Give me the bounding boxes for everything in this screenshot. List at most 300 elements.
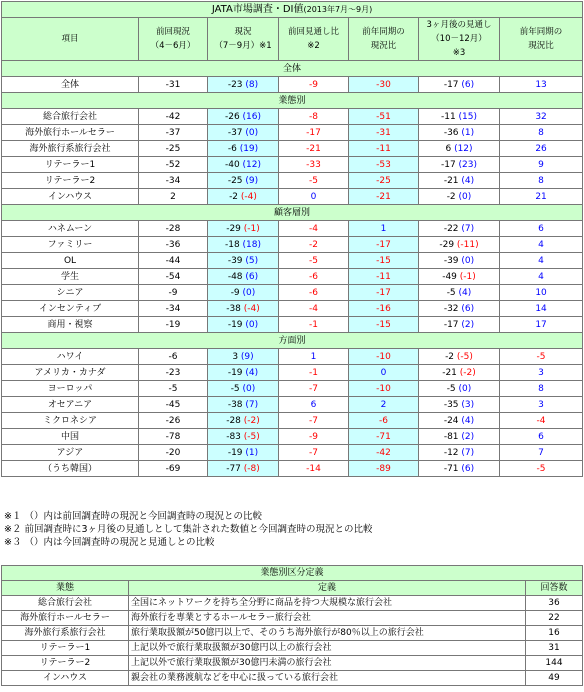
column-header: 3ヶ月後の見通し （10－12月） ※3 <box>419 18 500 61</box>
def-description: 海外旅行を専業とするホールセラー旅行会社 <box>129 611 526 626</box>
current-diff: (0) <box>245 127 259 138</box>
current-diff: (-1) <box>243 223 260 234</box>
row-label: 海外旅行ホールセラー <box>2 125 139 141</box>
row-label: 中国 <box>2 429 139 445</box>
table-row <box>2 413 583 429</box>
row-label: アジア <box>2 445 139 461</box>
row-label: リテーラー2 <box>2 173 139 189</box>
yoy-diff: -17 <box>349 237 419 253</box>
current-value <box>208 253 279 269</box>
outlook-yoy: 8 <box>500 125 583 141</box>
table-row <box>2 189 583 205</box>
table-row <box>2 365 583 381</box>
di-table <box>1 1 583 477</box>
outlook-number: -29 <box>439 239 455 250</box>
definition-row <box>2 596 583 611</box>
outlook-number: -17 <box>443 319 459 330</box>
forecast-diff: -21 <box>279 141 349 157</box>
current-number: -28 <box>226 415 241 426</box>
outlook-yoy: 13 <box>500 77 583 93</box>
row-label: 学生 <box>2 269 139 285</box>
current-diff: (16) <box>242 111 262 122</box>
yoy-diff: -53 <box>349 157 419 173</box>
forecast-diff: 6 <box>279 397 349 413</box>
column-header: 項目 <box>2 18 139 61</box>
outlook-yoy: 4 <box>500 269 583 285</box>
current-diff: (4) <box>245 367 259 378</box>
current-number: -38 <box>227 399 243 410</box>
forecast-diff: -9 <box>279 429 349 445</box>
current-number: -25 <box>227 175 243 186</box>
current-number: -40 <box>224 159 240 170</box>
outlook-diff: (-1) <box>459 271 476 282</box>
outlook-value <box>419 189 500 205</box>
outlook-value <box>419 109 500 125</box>
current-diff: (-4) <box>240 191 257 202</box>
row-label: 総合旅行会社 <box>2 109 139 125</box>
forecast-diff: -33 <box>279 157 349 173</box>
yoy-diff: -30 <box>349 77 419 93</box>
current-value <box>208 301 279 317</box>
current-diff: (6) <box>245 271 259 282</box>
section-row <box>2 333 583 349</box>
table-row <box>2 157 583 173</box>
definition-row <box>2 611 583 626</box>
row-label: 全体 <box>2 77 139 93</box>
outlook-number: -17 <box>443 79 459 90</box>
outlook-diff: (7) <box>461 447 475 458</box>
current-number: 3 <box>232 351 239 362</box>
current-number: -23 <box>227 79 243 90</box>
prev-value: -45 <box>139 397 208 413</box>
current-diff: (18) <box>242 239 262 250</box>
outlook-diff: (1) <box>461 127 475 138</box>
prev-value: -54 <box>139 269 208 285</box>
row-label: シニア <box>2 285 139 301</box>
table-row <box>2 109 583 125</box>
prev-value: -36 <box>139 237 208 253</box>
current-diff: (-4) <box>243 303 260 314</box>
def-count: 31 <box>526 641 583 656</box>
table-row <box>2 173 583 189</box>
def-type-name: 海外旅行系旅行会社 <box>2 626 129 641</box>
yoy-diff: -31 <box>349 125 419 141</box>
outlook-yoy: 6 <box>500 429 583 445</box>
current-number: -19 <box>227 367 243 378</box>
row-label: ヨーロッパ <box>2 381 139 397</box>
footnote-2: ※２ 前回調査時に3ヶ月後の見通しとして集計された数値と今回調査時の現況との比較 <box>4 524 373 535</box>
forecast-diff: -6 <box>279 285 349 301</box>
current-diff: (9) <box>240 351 254 362</box>
prev-value: -28 <box>139 221 208 237</box>
outlook-yoy: -4 <box>500 413 583 429</box>
row-label: 海外旅行系旅行会社 <box>2 141 139 157</box>
header-row <box>2 18 583 61</box>
outlook-number: 6 <box>445 143 452 154</box>
forecast-diff: -1 <box>279 365 349 381</box>
def-count: 22 <box>526 611 583 626</box>
forecast-diff: 0 <box>279 189 349 205</box>
section-title: 顧客層別 <box>2 205 583 221</box>
forecast-diff: -6 <box>279 269 349 285</box>
outlook-diff: (0) <box>461 255 475 266</box>
def-description: 旅行業取扱額が50億円以上で、そのうち海外旅行が80％以上の旅行会社 <box>129 626 526 641</box>
prev-value: 2 <box>139 189 208 205</box>
current-value <box>208 237 279 253</box>
row-label: ミクロネシア <box>2 413 139 429</box>
section-row <box>2 205 583 221</box>
table-row <box>2 269 583 285</box>
table-row <box>2 461 583 477</box>
current-diff: (7) <box>245 399 259 410</box>
outlook-yoy: 10 <box>500 285 583 301</box>
footnote-1: ※１ （）内は前回調査時の現況と今回調査時の現況との比較 <box>4 511 262 522</box>
outlook-diff: (4) <box>458 287 472 298</box>
def-type-name: インハウス <box>2 671 129 686</box>
outlook-diff: (15) <box>458 111 478 122</box>
current-value <box>208 285 279 301</box>
prev-value: -26 <box>139 413 208 429</box>
outlook-yoy: 7 <box>500 445 583 461</box>
def-description: 親会社の業務渡航などを中心に扱っている旅行会社 <box>129 671 526 686</box>
yoy-diff: -42 <box>349 445 419 461</box>
current-value <box>208 157 279 173</box>
outlook-yoy: 21 <box>500 189 583 205</box>
outlook-yoy: 4 <box>500 253 583 269</box>
outlook-value <box>419 253 500 269</box>
yoy-diff: 0 <box>349 365 419 381</box>
yoy-diff: -89 <box>349 461 419 477</box>
outlook-number: -2 <box>446 191 456 202</box>
yoy-diff: 2 <box>349 397 419 413</box>
table-row <box>2 253 583 269</box>
prev-value: -52 <box>139 157 208 173</box>
yoy-diff: -6 <box>349 413 419 429</box>
forecast-diff: -7 <box>279 381 349 397</box>
prev-value: -19 <box>139 317 208 333</box>
outlook-diff: (6) <box>461 463 475 474</box>
current-number: -26 <box>224 111 240 122</box>
outlook-value <box>419 317 500 333</box>
outlook-value <box>419 301 500 317</box>
forecast-diff: -9 <box>279 77 349 93</box>
prev-value: -23 <box>139 365 208 381</box>
yoy-diff: -15 <box>349 317 419 333</box>
prev-value: -34 <box>139 173 208 189</box>
table-row <box>2 349 583 365</box>
column-header: 前回見通し比 ※2 <box>279 18 349 61</box>
def-count: 16 <box>526 626 583 641</box>
column-header: 現況 （7－9月）※1 <box>208 18 279 61</box>
row-label: OL <box>2 253 139 269</box>
outlook-diff: (0) <box>458 383 472 394</box>
table-row <box>2 77 583 93</box>
outlook-number: -24 <box>443 415 459 426</box>
table-row <box>2 381 583 397</box>
def-description: 上記以外で旅行業取扱額が30億円以上の旅行会社 <box>129 641 526 656</box>
row-label: リテーラー1 <box>2 157 139 173</box>
current-diff: (0) <box>242 287 256 298</box>
prev-value: -78 <box>139 429 208 445</box>
outlook-yoy: 8 <box>500 381 583 397</box>
definition-table <box>1 565 583 686</box>
current-value <box>208 77 279 93</box>
def-count: 36 <box>526 596 583 611</box>
outlook-diff: (3) <box>461 399 475 410</box>
row-label: 商用・視察 <box>2 317 139 333</box>
table-row <box>2 397 583 413</box>
prev-value: -20 <box>139 445 208 461</box>
row-label: インセンティブ <box>2 301 139 317</box>
section-row <box>2 61 583 77</box>
prev-value: -9 <box>139 285 208 301</box>
current-value <box>208 381 279 397</box>
outlook-number: -21 <box>443 175 459 186</box>
forecast-diff: -7 <box>279 413 349 429</box>
table-row <box>2 285 583 301</box>
outlook-diff: (6) <box>461 79 475 90</box>
outlook-value <box>419 237 500 253</box>
section-title: 業態別 <box>2 93 583 109</box>
outlook-diff: (2) <box>461 319 475 330</box>
yoy-diff: -10 <box>349 349 419 365</box>
prev-value: -34 <box>139 301 208 317</box>
outlook-value <box>419 125 500 141</box>
outlook-number: -5 <box>446 287 456 298</box>
forecast-diff: -5 <box>279 173 349 189</box>
outlook-yoy: 6 <box>500 221 583 237</box>
current-diff: (0) <box>245 319 259 330</box>
current-number: -9 <box>230 287 240 298</box>
outlook-diff: (4) <box>461 415 475 426</box>
footnote-3: ※３ （）内は今回調査時の現況と見通しとの比較 <box>4 537 215 548</box>
outlook-value <box>419 141 500 157</box>
table-row <box>2 445 583 461</box>
outlook-number: -11 <box>440 111 456 122</box>
current-number: -19 <box>227 447 243 458</box>
prev-value: -5 <box>139 381 208 397</box>
outlook-value <box>419 461 500 477</box>
current-number: -5 <box>230 383 240 394</box>
def-description: 全国にネットワークを持ち全分野に商品を持つ大規模な旅行会社 <box>129 596 526 611</box>
outlook-value <box>419 221 500 237</box>
definition-row <box>2 641 583 656</box>
footnotes <box>4 511 373 550</box>
current-value <box>208 461 279 477</box>
yoy-diff: -10 <box>349 381 419 397</box>
row-label: ファミリー <box>2 237 139 253</box>
def-type-name: リテーラー1 <box>2 641 129 656</box>
current-value <box>208 141 279 157</box>
current-number: -83 <box>226 431 241 442</box>
outlook-number: -81 <box>443 431 459 442</box>
yoy-diff: -11 <box>349 141 419 157</box>
yoy-diff: -16 <box>349 301 419 317</box>
outlook-number: -71 <box>443 463 459 474</box>
outlook-value <box>419 173 500 189</box>
outlook-value <box>419 413 500 429</box>
def-header-type: 業態 <box>2 581 129 596</box>
outlook-number: -49 <box>442 271 457 282</box>
outlook-yoy: 17 <box>500 317 583 333</box>
table-row <box>2 237 583 253</box>
outlook-value <box>419 77 500 93</box>
def-count: 144 <box>526 656 583 671</box>
section-row <box>2 93 583 109</box>
current-value <box>208 365 279 381</box>
column-header: 前年同期の 現況比 <box>349 18 419 61</box>
outlook-number: -32 <box>443 303 459 314</box>
outlook-number: -39 <box>443 255 459 266</box>
outlook-diff: (-5) <box>456 351 473 362</box>
yoy-diff: -71 <box>349 429 419 445</box>
current-diff: (-2) <box>243 415 260 426</box>
outlook-value <box>419 285 500 301</box>
current-number: -2 <box>229 191 239 202</box>
yoy-diff: -25 <box>349 173 419 189</box>
yoy-diff: 1 <box>349 221 419 237</box>
outlook-value <box>419 445 500 461</box>
current-number: -6 <box>227 143 237 154</box>
prev-value: -44 <box>139 253 208 269</box>
current-diff: (-8) <box>243 463 260 474</box>
definition-title: 業態別区分定義 <box>2 566 583 581</box>
outlook-value <box>419 269 500 285</box>
definition-row <box>2 671 583 686</box>
def-type-name: 海外旅行ホールセラー <box>2 611 129 626</box>
prev-value: -25 <box>139 141 208 157</box>
yoy-diff: -17 <box>349 285 419 301</box>
row-label: インハウス <box>2 189 139 205</box>
table-row <box>2 301 583 317</box>
outlook-yoy: -5 <box>500 461 583 477</box>
current-value <box>208 397 279 413</box>
outlook-value <box>419 365 500 381</box>
table-row <box>2 141 583 157</box>
current-diff: (12) <box>242 159 262 170</box>
forecast-diff: -4 <box>279 301 349 317</box>
column-header: 前年同期の 現況比 <box>500 18 583 61</box>
current-value <box>208 269 279 285</box>
current-diff: (5) <box>245 255 259 266</box>
prev-value: -6 <box>139 349 208 365</box>
outlook-number: -12 <box>443 447 459 458</box>
current-number: -38 <box>226 303 241 314</box>
forecast-diff: 1 <box>279 349 349 365</box>
def-count: 49 <box>526 671 583 686</box>
def-header-definition: 定義 <box>129 581 526 596</box>
outlook-yoy: 8 <box>500 173 583 189</box>
current-diff: (8) <box>245 79 259 90</box>
outlook-yoy: 26 <box>500 141 583 157</box>
current-value <box>208 349 279 365</box>
prev-value: -69 <box>139 461 208 477</box>
column-header: 前回現況 （4－6月） <box>139 18 208 61</box>
outlook-yoy: 4 <box>500 237 583 253</box>
table-row <box>2 317 583 333</box>
outlook-yoy: 32 <box>500 109 583 125</box>
prev-value: -42 <box>139 109 208 125</box>
definition-row <box>2 626 583 641</box>
yoy-diff: -15 <box>349 253 419 269</box>
current-value <box>208 413 279 429</box>
outlook-value <box>419 397 500 413</box>
outlook-number: -36 <box>443 127 459 138</box>
current-diff: (-5) <box>243 431 260 442</box>
outlook-diff: (4) <box>461 175 475 186</box>
current-value <box>208 173 279 189</box>
outlook-number: -5 <box>446 383 456 394</box>
definition-row <box>2 656 583 671</box>
outlook-number: -17 <box>440 159 456 170</box>
prev-value: -31 <box>139 77 208 93</box>
forecast-diff: -1 <box>279 317 349 333</box>
def-header-count: 回答数 <box>526 581 583 596</box>
current-number: -18 <box>224 239 240 250</box>
current-number: -48 <box>227 271 243 282</box>
current-diff: (0) <box>242 383 256 394</box>
def-type-name: 総合旅行会社 <box>2 596 129 611</box>
outlook-diff: (12) <box>454 143 473 154</box>
yoy-diff: -51 <box>349 109 419 125</box>
current-value <box>208 221 279 237</box>
forecast-diff: -5 <box>279 253 349 269</box>
section-title: 全体 <box>2 61 583 77</box>
outlook-number: -2 <box>445 351 455 362</box>
def-type-name: リテーラー2 <box>2 656 129 671</box>
outlook-number: -21 <box>442 367 457 378</box>
current-value <box>208 109 279 125</box>
outlook-diff: (2) <box>461 431 475 442</box>
outlook-diff: (7) <box>461 223 475 234</box>
forecast-diff: -2 <box>279 237 349 253</box>
outlook-yoy: 3 <box>500 397 583 413</box>
table-row <box>2 125 583 141</box>
outlook-value <box>419 349 500 365</box>
outlook-diff: (0) <box>458 191 472 202</box>
prev-value: -37 <box>139 125 208 141</box>
outlook-diff: (-2) <box>459 367 476 378</box>
current-diff: (1) <box>245 447 259 458</box>
current-diff: (19) <box>239 143 259 154</box>
outlook-value <box>419 157 500 173</box>
current-value <box>208 429 279 445</box>
outlook-diff: (23) <box>458 159 478 170</box>
outlook-yoy: 14 <box>500 301 583 317</box>
current-value <box>208 189 279 205</box>
current-number: -39 <box>227 255 243 266</box>
outlook-yoy: -5 <box>500 349 583 365</box>
table-row <box>2 429 583 445</box>
forecast-diff: -7 <box>279 445 349 461</box>
row-label: （うち韓国） <box>2 461 139 477</box>
row-label: ハワイ <box>2 349 139 365</box>
row-label: アメリカ・カナダ <box>2 365 139 381</box>
outlook-value <box>419 381 500 397</box>
forecast-diff: -4 <box>279 221 349 237</box>
current-number: -29 <box>226 223 241 234</box>
current-number: -19 <box>227 319 243 330</box>
outlook-diff: (-11) <box>456 239 479 250</box>
current-diff: (9) <box>245 175 259 186</box>
def-description: 上記以外で旅行業取扱額が30億円未満の旅行会社 <box>129 656 526 671</box>
table-title: JATA市場調査・DI値(2013年7月～9月) <box>2 2 583 18</box>
table-row <box>2 221 583 237</box>
current-number: -77 <box>226 463 241 474</box>
outlook-yoy: 9 <box>500 157 583 173</box>
current-value <box>208 445 279 461</box>
outlook-number: -22 <box>443 223 459 234</box>
